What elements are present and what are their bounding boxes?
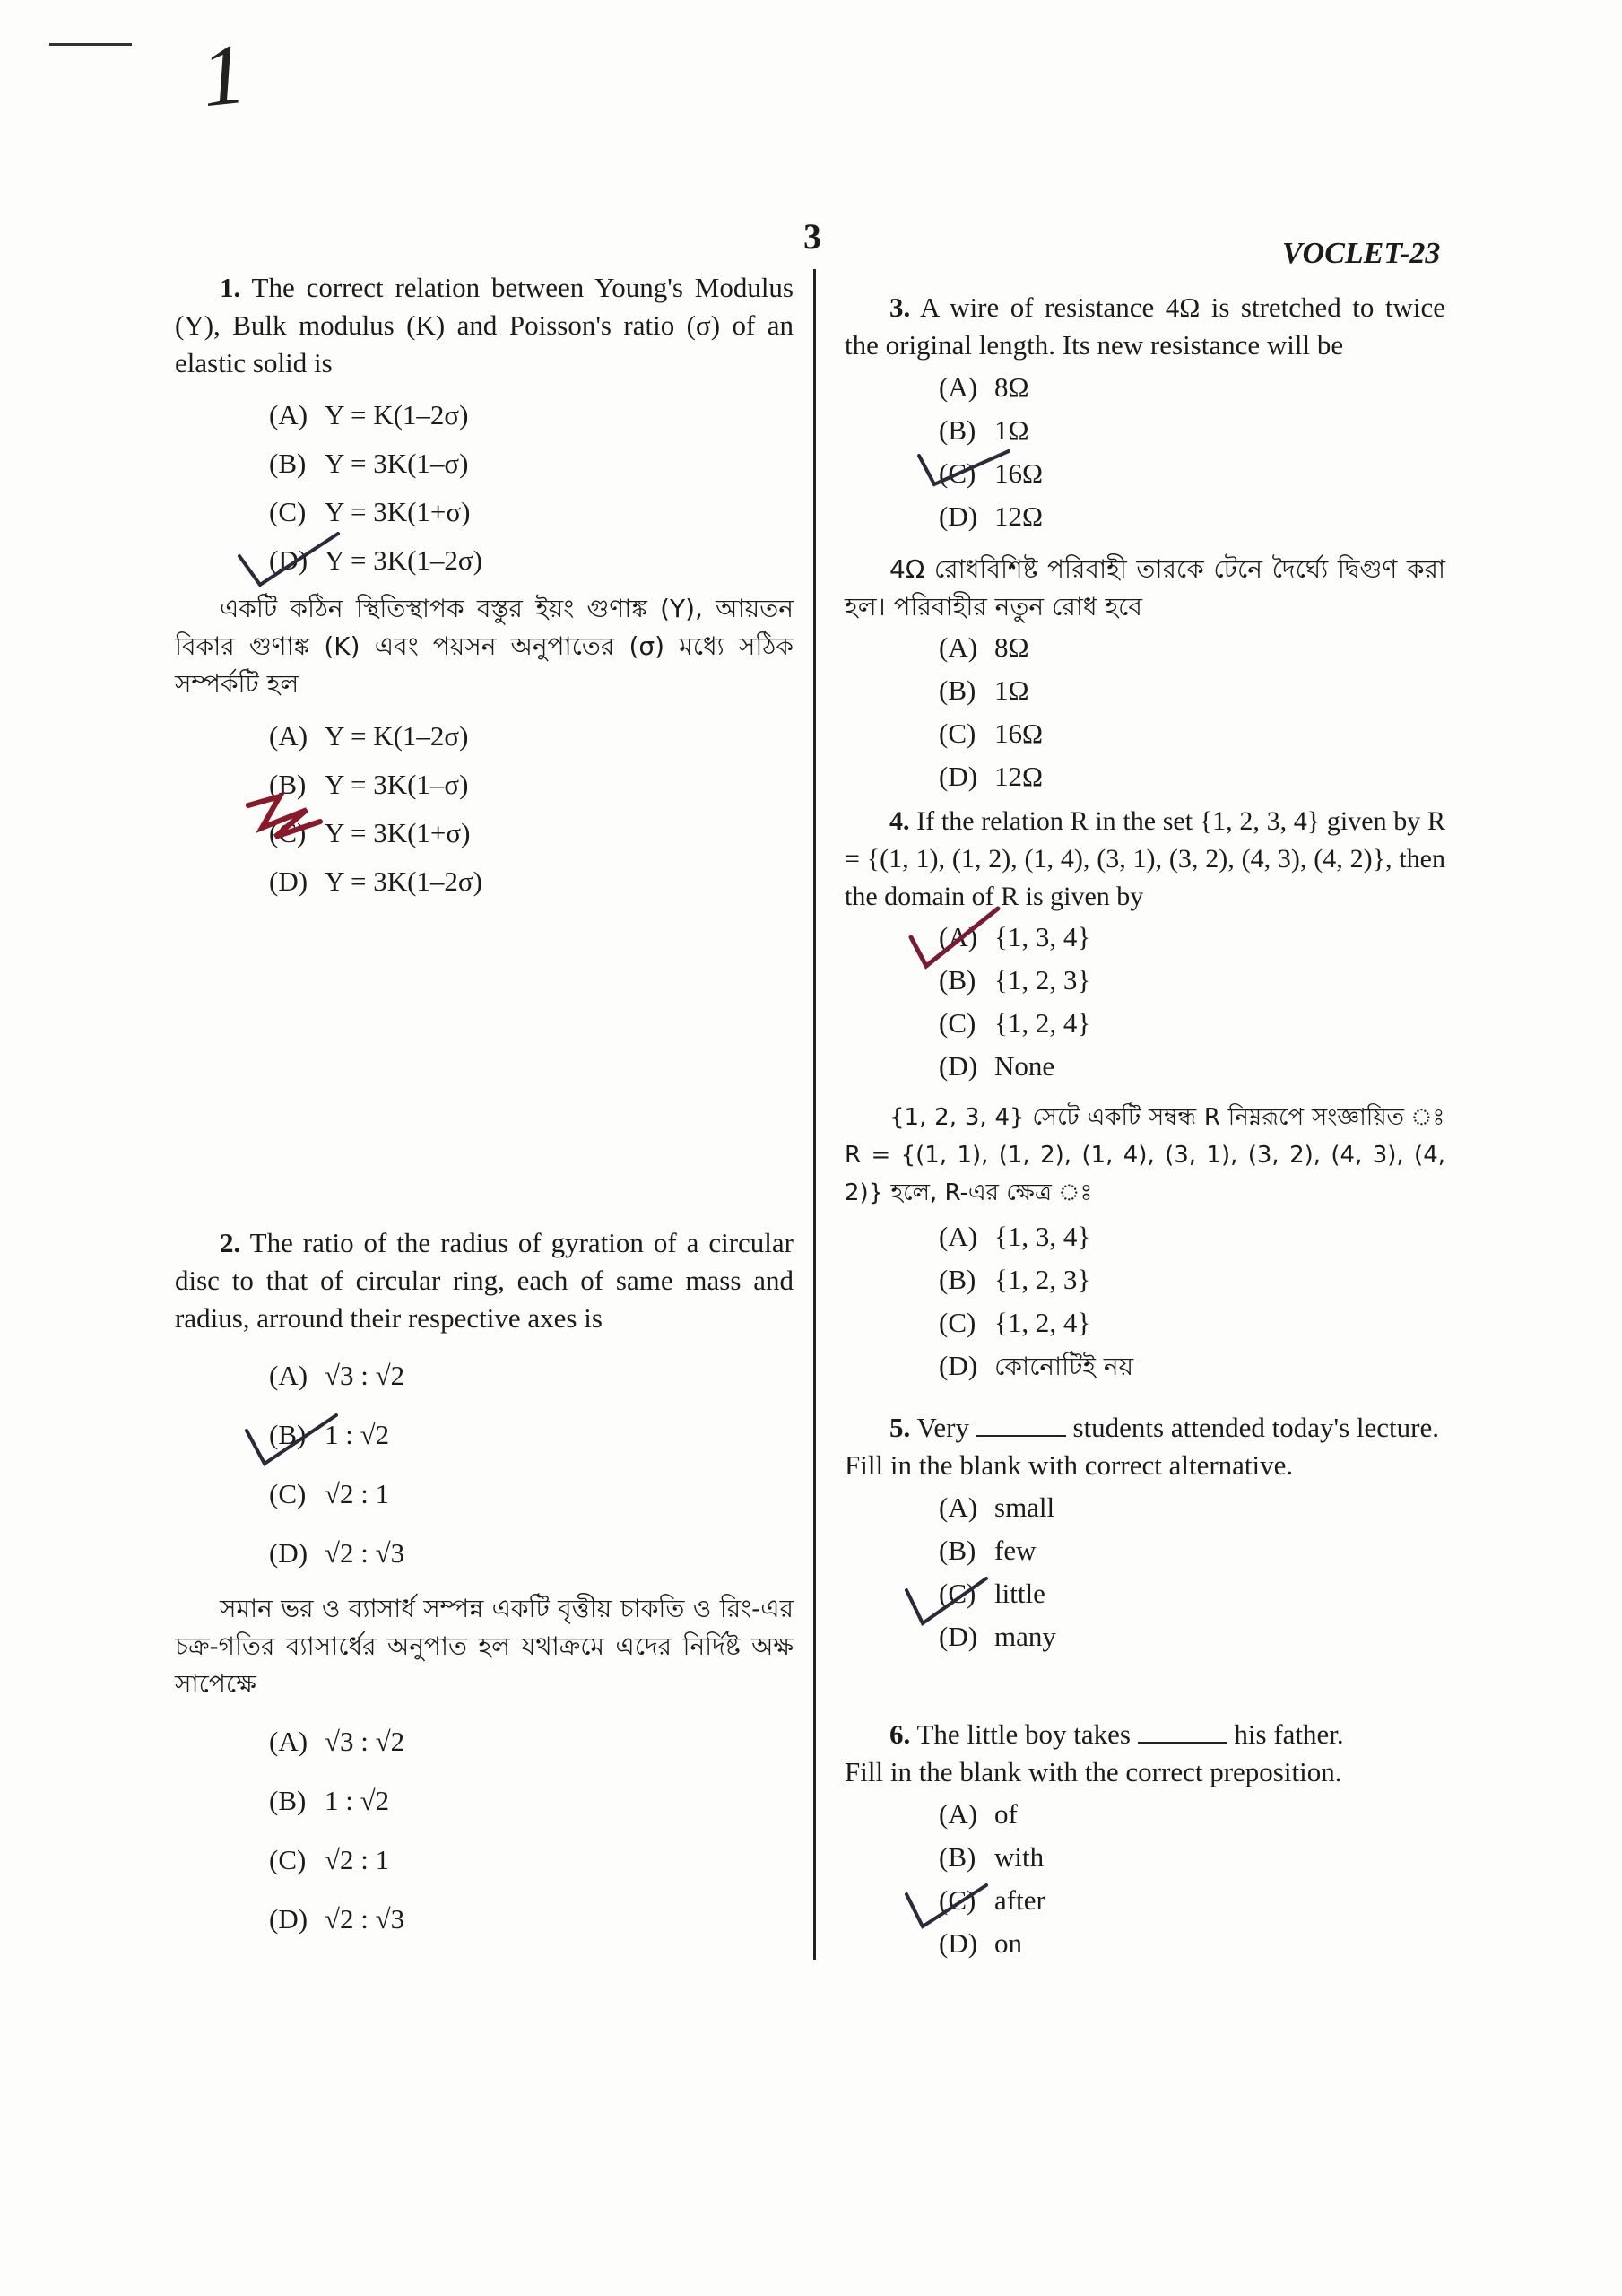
option-d[interactable]: (D) 12Ω (939, 500, 1044, 532)
exam-code: VOCLET-23 (1282, 237, 1441, 270)
option-d[interactable]: (D) many (939, 1621, 1056, 1652)
option-c[interactable]: (C) Y = 3K(1+σ) (269, 496, 471, 527)
option-c[interactable]: (C) after (939, 1884, 1045, 1916)
question-2 (175, 1224, 794, 1949)
option-c-bn[interactable]: (C) {1, 2, 4} (939, 1307, 1091, 1338)
question-3 (845, 289, 1445, 798)
question-3-options-bengali (939, 626, 1445, 798)
option-d[interactable]: (D) √2 : √3 (269, 1537, 405, 1569)
option-c[interactable]: (C) √2 : 1 (269, 1478, 390, 1509)
option-a[interactable]: (A) 8Ω (939, 371, 1029, 403)
question-6-text: 6. The little boy takes his father. (845, 1715, 1445, 1753)
option-a[interactable]: (A) √3 : √2 (269, 1360, 405, 1391)
question-4-options (939, 916, 1445, 1088)
handwritten-dash (49, 43, 132, 46)
option-d-bn[interactable]: (D) 12Ω (939, 761, 1044, 792)
question-1-options (269, 391, 794, 585)
question-1-text: 1. The correct relation between Young's Modulus (Y), Bulk modulus (K) and Poisson's ratio (σ) of an elastic solid is (175, 272, 794, 378)
question-2-options (269, 1346, 794, 1583)
scribble-mark-icon (244, 787, 325, 841)
option-b[interactable]: (B) 1 : √2 (269, 1419, 390, 1450)
handwritten-page-number: 1 (196, 24, 250, 126)
option-b-bn[interactable]: (B) {1, 2, 3} (939, 1264, 1091, 1295)
option-b-bn[interactable]: (B) 1Ω (939, 674, 1029, 706)
option-b[interactable]: (B) 1Ω (939, 414, 1029, 446)
page-number: 3 (803, 216, 821, 257)
option-d[interactable]: (D) Y = 3K(1–2σ) (269, 544, 482, 576)
option-d-bn[interactable]: (D) Y = 3K(1–2σ) (269, 865, 482, 897)
fill-blank (1138, 1715, 1227, 1744)
question-4-options-bengali (939, 1215, 1445, 1387)
option-b[interactable]: (B) few (939, 1535, 1037, 1566)
option-b-bn[interactable]: (B) Y = 3K(1–σ) (269, 769, 469, 800)
question-4-text: 4. If the relation R in the set {1, 2, 3, 4} given by R = {(1, 1), (1, 2), (1, 4), (3, 1), (3, 2), (4, 3), (4, 2)}, then the domain of R is given by (845, 806, 1445, 911)
option-c-bn[interactable]: (C) √2 : 1 (269, 1844, 390, 1875)
option-b[interactable]: (B) Y = 3K(1–σ) (269, 448, 469, 479)
option-d-bn[interactable]: (D) √2 : √3 (269, 1903, 405, 1935)
check-mark-icon (901, 1874, 991, 1937)
question-6-options (939, 1793, 1445, 1965)
option-c-bn[interactable]: (C) Y = 3K(1+σ) (269, 817, 471, 848)
option-b[interactable]: (B) with (939, 1841, 1045, 1873)
question-5-options (939, 1486, 1445, 1658)
option-c[interactable]: (C) {1, 2, 4} (939, 1007, 1091, 1039)
option-d[interactable]: (D) on (939, 1927, 1022, 1959)
check-mark-icon (915, 438, 1013, 491)
option-c[interactable]: (C) 16Ω (939, 457, 1044, 489)
fill-blank (976, 1408, 1066, 1437)
column-divider (813, 269, 816, 1960)
option-a-bn[interactable]: (A) Y = K(1–2σ) (269, 720, 469, 752)
question-1-options-bengali (269, 712, 794, 906)
question-4 (845, 803, 1445, 1387)
option-d-bn[interactable]: (D) কোনোটিই নয় (939, 1350, 1134, 1381)
question-2-options-bengali (269, 1712, 794, 1949)
option-a[interactable]: (A) {1, 3, 4} (939, 921, 1091, 952)
question-2-bengali: সমান ভর ও ব্যাসার্ধ সম্পন্ন একটি বৃত্তীয় চাকতি ও রিং-এর চক্র-গতির ব্যাসার্ধের অনুপাত হল যথাক্রমে এদের নির্দিষ্ট অক্ষ সাপেক্ষে (175, 1594, 794, 1699)
option-c-bn[interactable]: (C) 16Ω (939, 718, 1044, 749)
option-a-bn[interactable]: (A) 8Ω (939, 631, 1029, 663)
option-a[interactable]: (A) small (939, 1492, 1055, 1523)
option-c[interactable]: (C) little (939, 1578, 1045, 1609)
option-a-bn[interactable]: (A) √3 : √2 (269, 1726, 405, 1757)
option-b[interactable]: (B) {1, 2, 3} (939, 964, 1091, 996)
check-mark-icon (242, 1408, 341, 1471)
question-3-bengali: 4Ω রোধবিশিষ্ট পরিবাহী তারকে টেনে দৈর্ঘ্যে দ্বিগুণ করা হল। পরিবাহীর নতুন রোধ হবে (845, 554, 1445, 622)
question-3-options (939, 366, 1445, 538)
question-6-instruction: Fill in the blank with the correct preposition. (845, 1756, 1342, 1787)
question-5-instruction: Fill in the blank with correct alternative. (845, 1449, 1294, 1481)
check-mark-icon (904, 901, 1002, 973)
question-2-text: 2. The ratio of the radius of gyration of a circular disc to that of circular ring, each of same mass and radius, arround their respective axes is (175, 1227, 794, 1334)
question-1-bengali: একটি কঠিন স্থিতিস্থাপক বস্তুর ইয়ং গুণাঙ্ক (Y), আয়তন বিকার গুণাঙ্ক (K) এবং পয়সন অনুপাতের (σ) মধ্যে সঠিক সম্পর্কটি হল (175, 594, 794, 699)
question-4-bengali: {1, 2, 3, 4} সেটে একটি সম্বন্ধ R নিম্নরূপে সংজ্ঞায়িত ঃ R = {(1, 1), (1, 2), (1, 4), (3, 1), (3, 2), (4, 3), (4, 2)} হলে, R-এর ক্ষেত্র ঃ (845, 1104, 1445, 1206)
option-a[interactable]: (A) Y = K(1–2σ) (269, 399, 469, 430)
option-b-bn[interactable]: (B) 1 : √2 (269, 1785, 390, 1816)
check-mark-icon (235, 529, 343, 592)
option-d[interactable]: (D) None (939, 1050, 1055, 1082)
option-a-bn[interactable]: (A) {1, 3, 4} (939, 1221, 1091, 1252)
check-mark-icon (901, 1568, 991, 1631)
option-a[interactable]: (A) of (939, 1798, 1018, 1830)
question-5-text: 5. Very students attended today's lecture. (845, 1408, 1445, 1447)
question-3-text: 3. A wire of resistance 4Ω is stretched to twice the original length. Its new resistance will be (845, 291, 1445, 361)
